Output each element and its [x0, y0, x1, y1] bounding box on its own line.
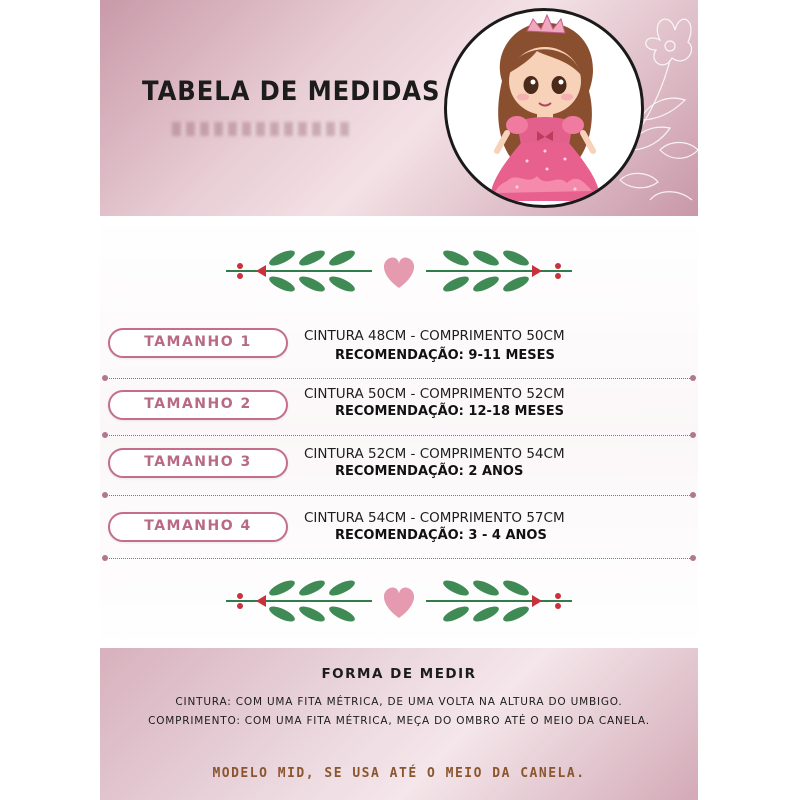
row-divider — [104, 435, 694, 436]
length-instruction: COMPRIMENTO: COM UMA FITA MÉTRICA, MEÇA DO OMBRO ATÉ O MEIO DA CANELA. — [148, 715, 650, 727]
guide-heading: FORMA DE MEDIR — [321, 666, 477, 682]
heart-icon — [384, 257, 414, 288]
size-recommendation: RECOMENDAÇÃO: 3 - 4 ANOS — [335, 528, 547, 543]
size-measure: CINTURA 54CM - COMPRIMENTO 57CM — [304, 510, 565, 526]
row-divider — [104, 378, 694, 379]
waist-instruction: CINTURA: COM UMA FITA MÉTRICA, DE UMA VOLTA NA ALTURA DO UMBIGO. — [175, 696, 623, 708]
size-table — [100, 216, 698, 648]
size-label: TAMANHO 1 — [108, 328, 288, 358]
size-recommendation: RECOMENDAÇÃO: 9-11 MESES — [335, 348, 555, 363]
size-measure: CINTURA 50CM - COMPRIMENTO 52CM — [304, 386, 565, 402]
size-label: TAMANHO 4 — [108, 512, 288, 542]
size-recommendation: RECOMENDAÇÃO: 12-18 MESES — [335, 404, 564, 419]
heart-icon — [384, 587, 414, 618]
size-chart-page — [100, 0, 698, 800]
vine-divider-icon — [222, 244, 576, 298]
size-row — [100, 386, 698, 446]
size-measure: CINTURA 48CM - COMPRIMENTO 50CM — [304, 328, 565, 344]
size-measure: CINTURA 52CM - COMPRIMENTO 54CM — [304, 446, 565, 462]
header-banner — [100, 0, 698, 216]
page-title: TABELA DE MEDIDAS — [142, 76, 441, 107]
size-row — [100, 510, 698, 570]
row-divider — [104, 558, 694, 559]
size-row — [100, 324, 698, 384]
size-label: TAMANHO 2 — [108, 390, 288, 420]
princess-illustration — [447, 11, 641, 205]
size-recommendation: RECOMENDAÇÃO: 2 ANOS — [335, 464, 524, 479]
row-divider — [104, 495, 694, 496]
measuring-guide — [100, 648, 698, 800]
size-label: TAMANHO 3 — [108, 448, 288, 478]
redacted-subtitle — [172, 122, 352, 136]
model-note: MODELO MID, SE USA ATÉ O MEIO DA CANELA. — [212, 766, 586, 781]
vine-divider-icon — [222, 574, 576, 628]
princess-badge — [444, 8, 644, 208]
size-row — [100, 446, 698, 506]
